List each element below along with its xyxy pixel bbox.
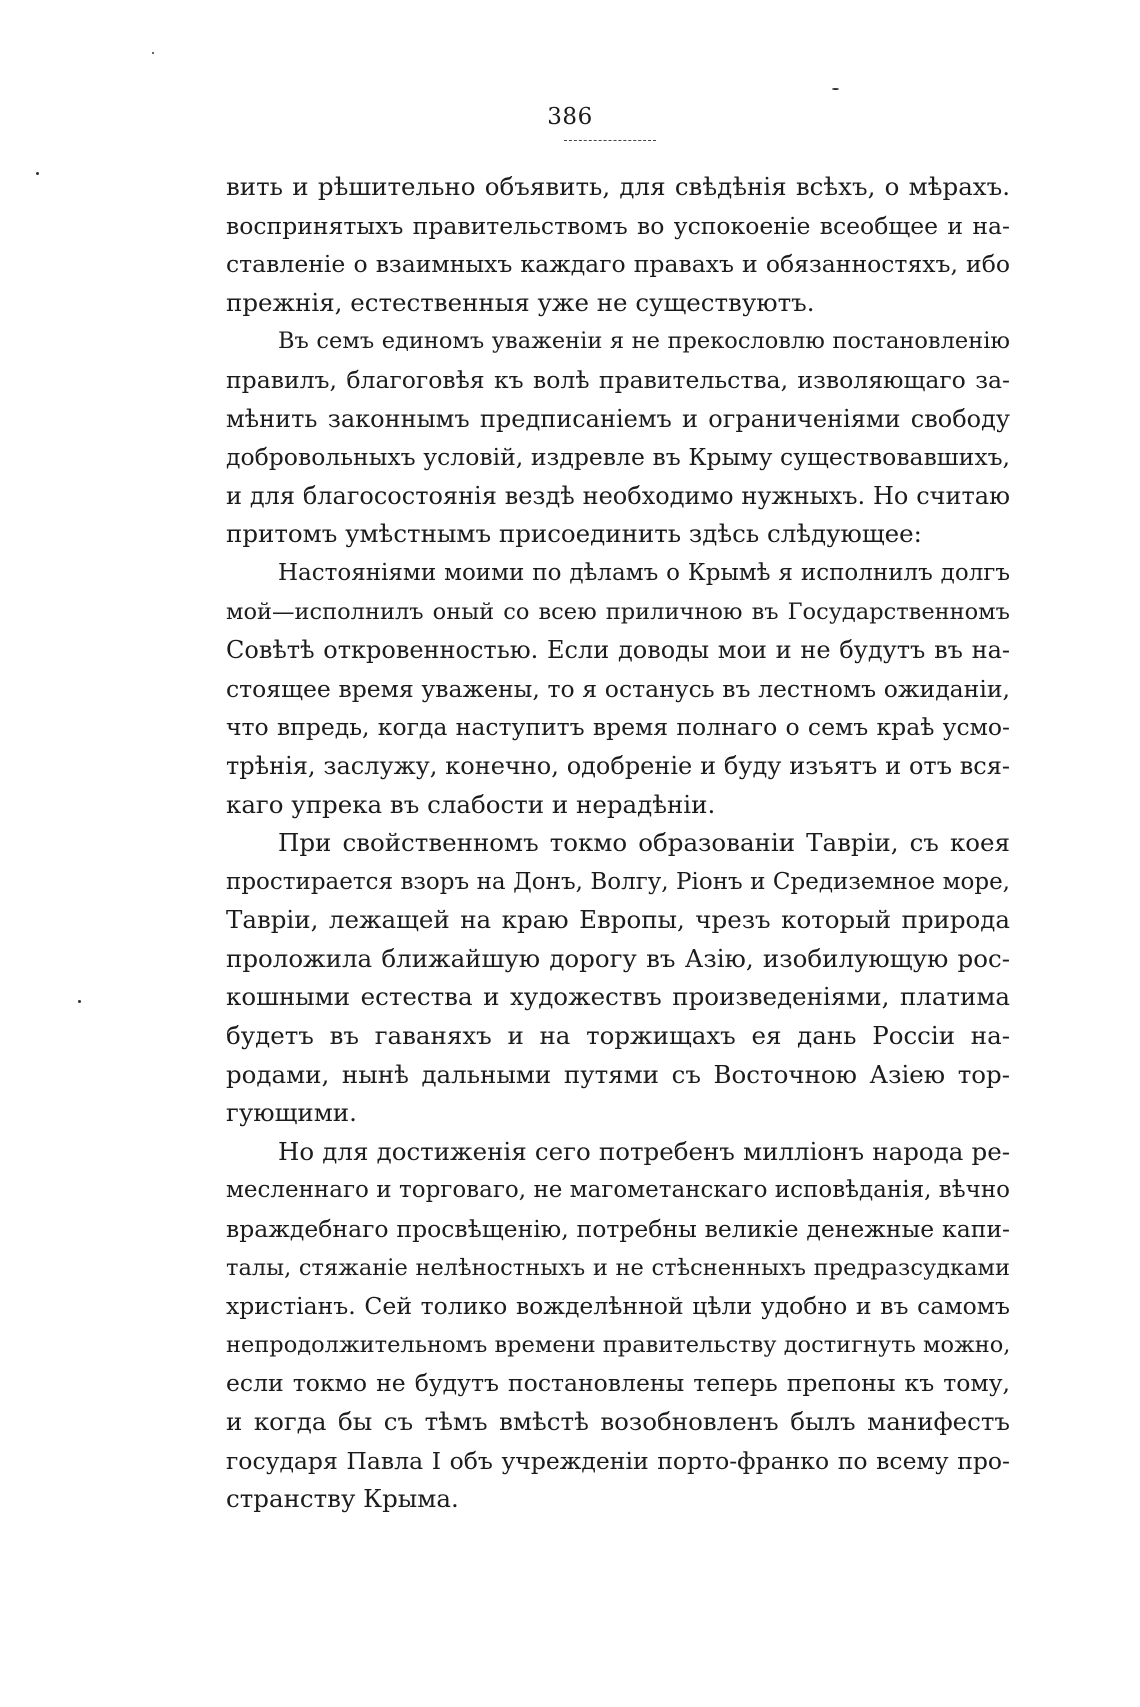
page-body [226,168,1010,1519]
text-line: враждебнаго просвѣщенію, потребны великіе денежные капи- [226,1215,1010,1244]
text-line: воспринятыхъ правительствомъ во успокоеніе всеобщее и на- [226,211,1010,240]
text-line: непродолжительномъ времени правительству достигнуть можно, [226,1331,1011,1358]
scan-speck [36,172,39,175]
scan-speck [832,88,839,90]
text-line: кошными естества и художествъ произведеніями, платима [226,982,1010,1012]
text-line: талы, стяжаніе нелѣностныхъ и не стѣсненныхъ предразсудками [226,1254,1010,1281]
text-line: мѣнить законнымъ предписаніемъ и ограниченіями свободу [226,404,1010,433]
text-line: ставленіе о взаимныхъ каждаго правахъ и обязанностяхъ, ибо [226,250,1010,279]
text-line: будетъ въ гаваняхъ и на торжищахъ ея дань Россіи на- [226,1021,1010,1051]
text-line: если токмо не будутъ постановлены теперь препоны къ тому, [226,1369,1010,1398]
text-line: государя Павла I объ учрежденіи порто-франко по всему про- [226,1446,1010,1475]
text-line: странству Крыма. [226,1484,459,1514]
paragraph-2 [226,322,1010,554]
text-line: и для благосостоянія вездѣ необходимо нужныхъ. Но считаю [226,481,1010,510]
paragraph-4 [226,824,1010,1133]
text-line: месленнаго и торговаго, не магометанскаго исповѣданія, вѣчно [226,1177,1010,1204]
text-line: христіанъ. Сей толико вожделѣнной цѣли удобно и въ самомъ [226,1292,1010,1321]
text-line: каго упрека въ слабости и нерадѣніи. [226,789,716,819]
text-line: мой—исполнилъ оный со всею приличною въ Государственномъ [226,598,1010,625]
text-line: Но для достиженія сего потребенъ милліонъ народа ре- [278,1136,1010,1166]
text-line: При свойственномъ токмо образованіи Тавріи, съ коея [278,828,1010,858]
text-line: Настояніями моими по дѣламъ о Крымѣ я исполнилъ долгъ [278,559,1010,586]
text-line: стоящее время уважены, то я останусь въ лестномъ ожиданіи, [226,674,1010,703]
text-line: прежнія, естественныя уже не существуютъ. [226,287,815,317]
text-line: Тавріи, лежащей на краю Европы, чрезъ который природа [226,905,1010,935]
text-line: и когда бы съ тѣмъ вмѣстѣ возобновленъ былъ манифестъ [226,1407,1010,1436]
scan-speck [78,1000,81,1003]
paragraph-3 [226,554,1010,824]
text-line: Въ семъ единомъ уваженіи я не прекословлю постановленію [278,328,1010,355]
text-line: притомъ умѣстнымъ присоединить здѣсь слѣдующее: [226,519,922,549]
text-line: добровольныхъ условій, издревле въ Крыму существовавшихъ, [226,443,1010,472]
text-line: проложила ближайшую дорогу въ Азію, изобилующую рос- [226,943,1010,973]
paragraph-5 [226,1133,1010,1519]
text-line: вить и рѣшительно объявить, для свѣдѣнія всѣхъ, о мѣрахъ. [226,172,1010,201]
text-line: Совѣтѣ откровенностью. Если доводы мои и не будутъ въ на- [226,636,1010,665]
text-line: гующими. [226,1098,357,1128]
text-line: правилъ, благоговѣя къ волѣ правительства, изволяющаго за- [226,365,1010,394]
text-line: родами, нынѣ дальными путями съ Восточною Азіею тор- [226,1059,1010,1089]
page-number-rule [564,140,656,141]
paragraph-1 [226,168,1010,322]
text-line: что впредь, когда наступитъ время полнаго о семъ краѣ усмо- [226,713,1010,742]
text-line: простирается взоръ на Донъ, Волгу, Ріонъ и Средиземное море, [226,868,1010,895]
scan-speck [152,52,154,54]
text-line: трѣнія, заслужу, конечно, одобреніе и буду изъятъ и отъ вся- [226,751,1010,780]
page-number: 386 [547,104,593,130]
